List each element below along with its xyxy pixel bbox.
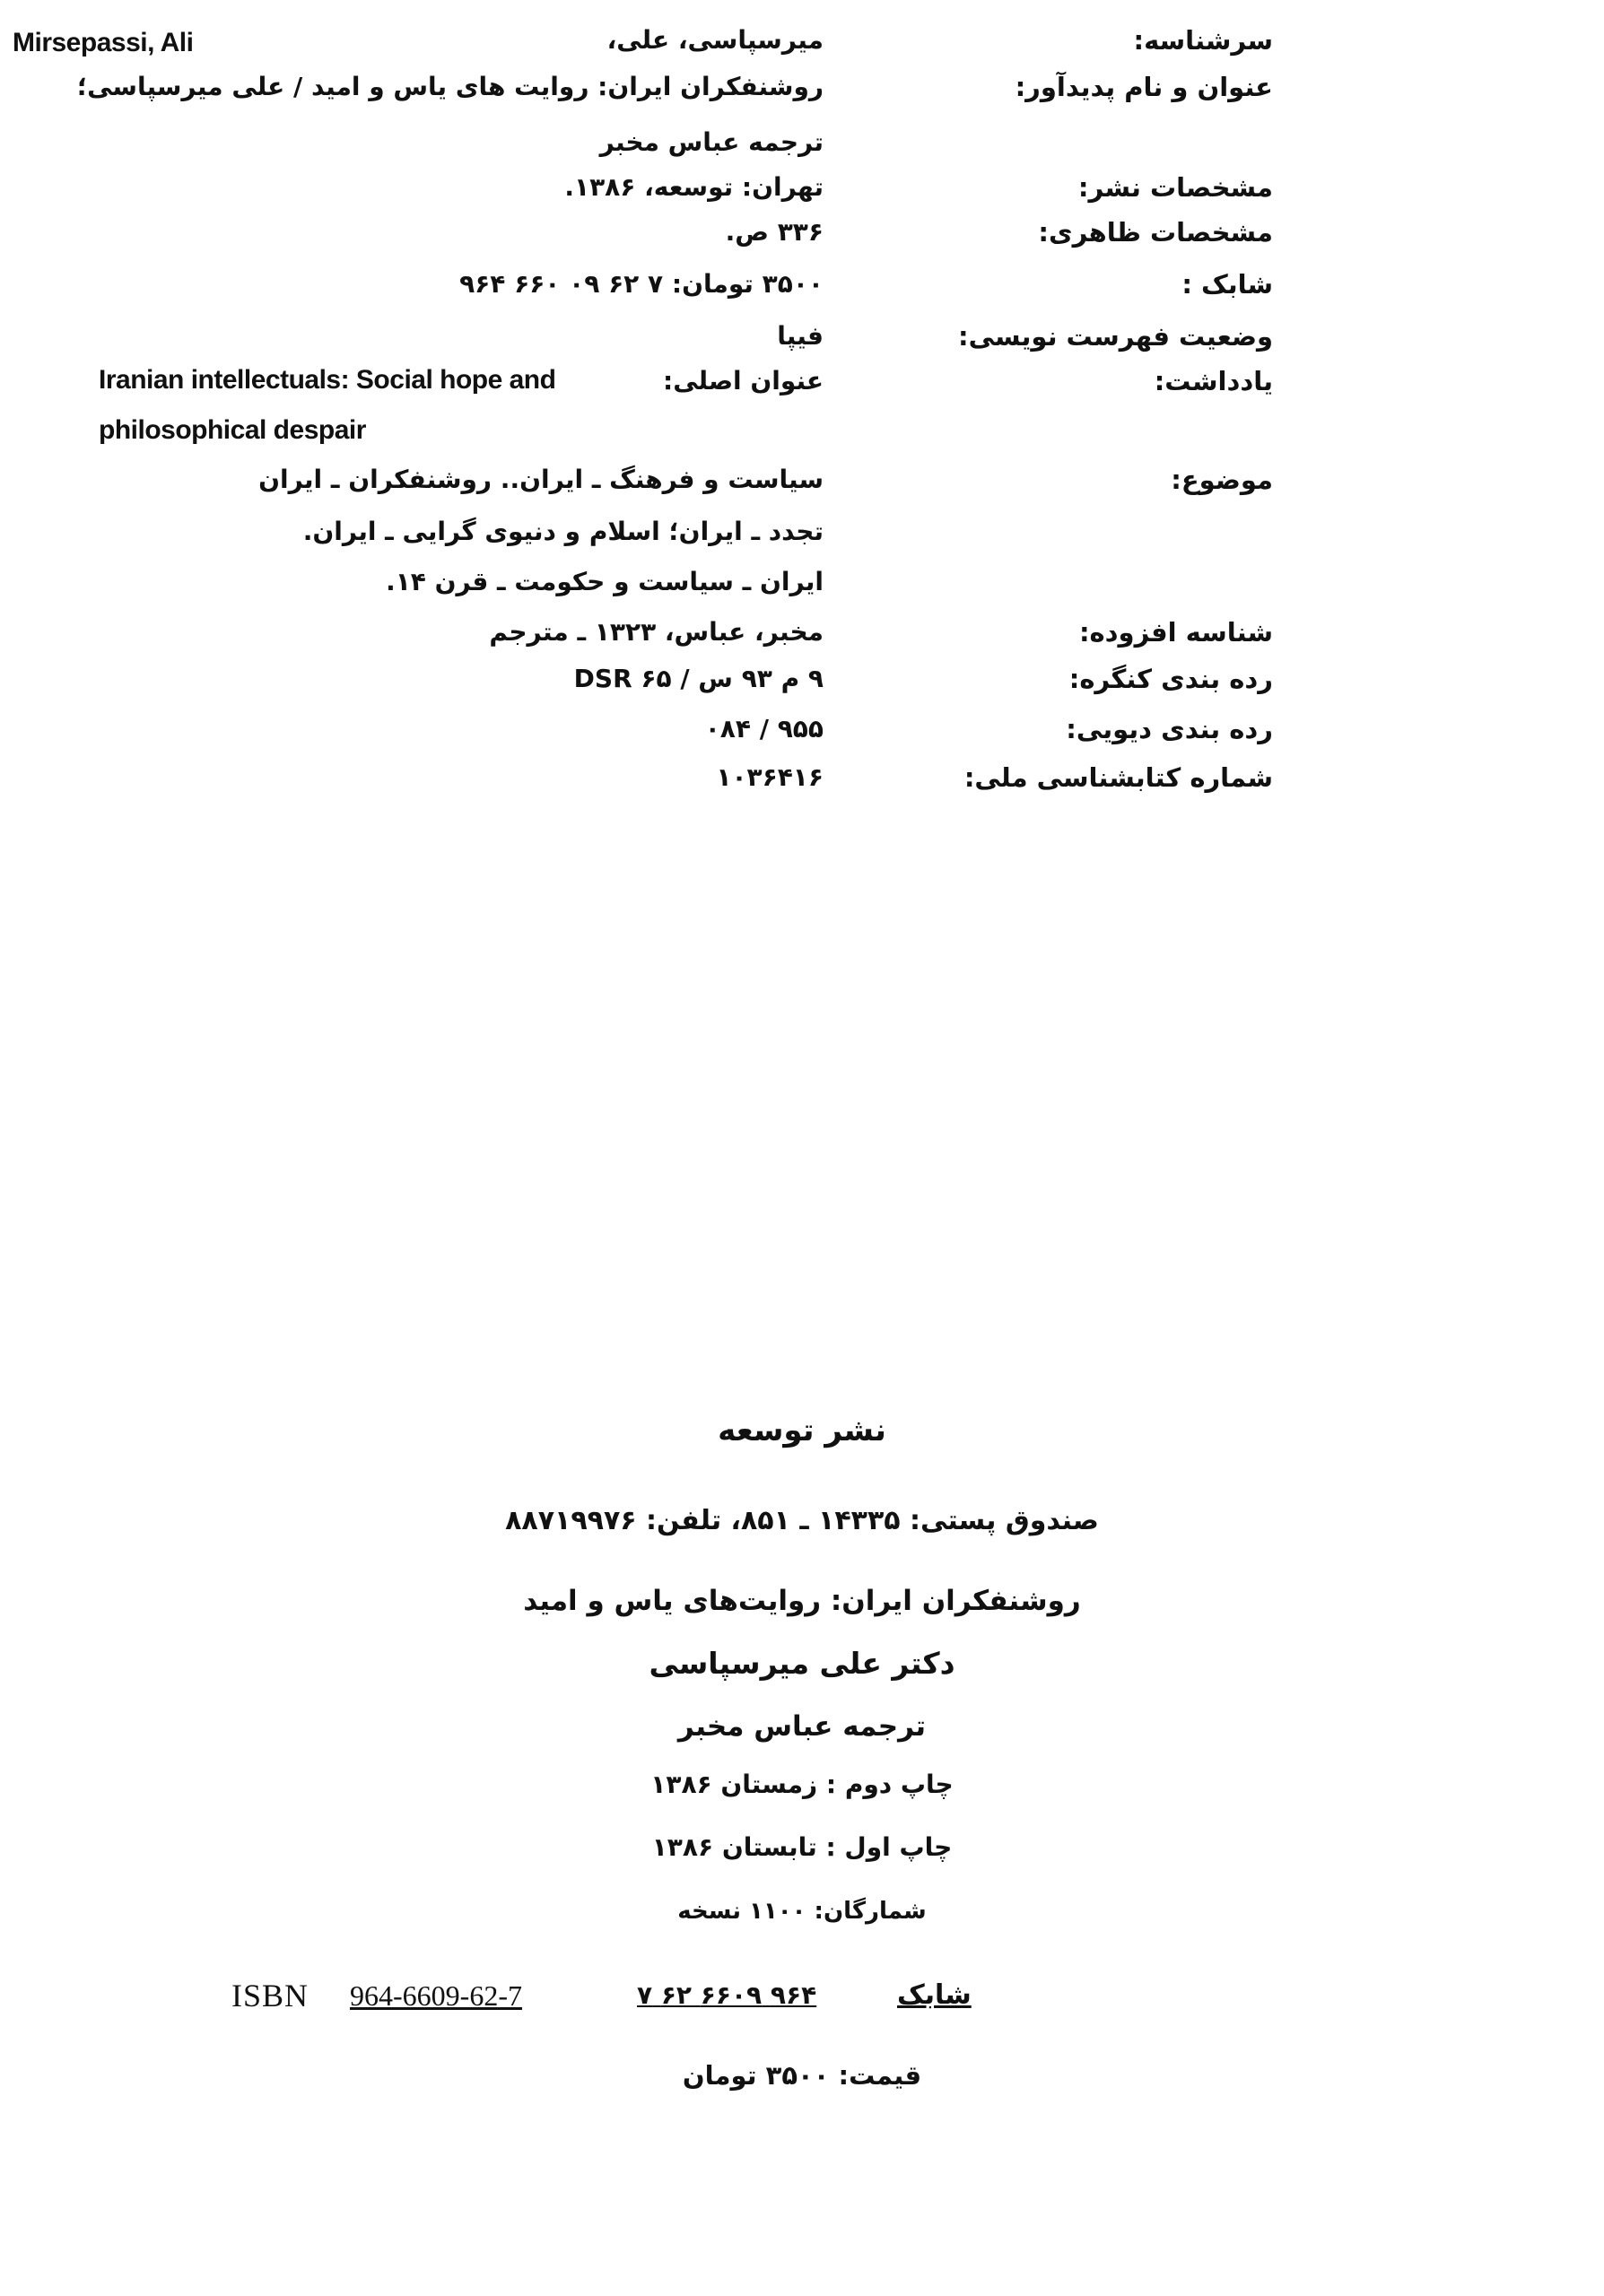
catalog-value-title: روشنفکران ایران: روایت های یاس و امید / علی میرسپاسی؛ [76, 72, 824, 101]
catalog-value-subject-1: سیاست و فرهنگ ـ ایران.. روشنفکران ـ ایران [258, 465, 824, 494]
cataloging-in-publication-block [0, 0, 1604, 807]
isbn-persian-label: شابک [897, 1979, 972, 2011]
catalog-value-status: فیپا [777, 321, 824, 351]
catalog-value-physical: ۳۳۶ ص. [725, 217, 824, 247]
catalog-label-note: یادداشت: [1154, 366, 1273, 396]
second-printing: چاپ دوم : زمستان ۱۳۸۶ [650, 1770, 954, 1799]
book-title: روشنفکران ایران: روایت‌های یاس و امید [523, 1585, 1081, 1617]
catalog-label-ddc: رده بندی دیویی: [1066, 714, 1273, 744]
book-translator: ترجمه عباس مخبر [677, 1710, 927, 1743]
catalog-value-added-entry: مخبر، عباس، ۱۳۲۳ ـ مترجم [489, 617, 824, 647]
catalog-value-subject-3: ایران ـ سیاست و حکومت ـ قرن ۱۴. [386, 567, 824, 596]
catalog-value-publication: تهران: توسعه، ۱۳۸۶. [564, 172, 824, 202]
catalog-label-subject: موضوع: [1171, 465, 1273, 495]
original-title-line-1: Iranian intellectuals: Social hope and [99, 365, 556, 395]
book-author: دکتر علی میرسپاسی [649, 1646, 955, 1681]
catalog-label-heading: سرشناسه: [1133, 25, 1273, 56]
print-run: شمارگان: ۱۱۰۰ نسخه [677, 1898, 927, 1925]
catalog-label-status: وضعیت فهرست نویسی: [958, 321, 1273, 352]
catalog-value-note: عنوان اصلی: [663, 366, 824, 396]
author-latin-name: Mirsepassi, Ali [13, 28, 194, 57]
isbn-line [215, 1973, 1023, 2027]
catalog-label-isbn: شابک : [1181, 269, 1273, 300]
isbn-persian: ۹۶۴ ۶۶۰۹ ۶۲ ۷ [637, 1980, 817, 2010]
catalog-label-lcc: رده بندی کنگره: [1068, 664, 1273, 694]
isbn-latin: 964-6609-62-7 [350, 1979, 522, 2012]
catalog-label-physical: مشخصات ظاهری: [1038, 217, 1273, 248]
catalog-value-national-number: ۱۰۳۶۴۱۶ [716, 762, 824, 792]
catalog-value-isbn: ۳۵۰۰ تومان: ۷ ۶۲ ۰۹ ۶۶۰ ۹۶۴ [459, 269, 824, 299]
catalog-value-lcc: ۹ م ۹۳ س / ۶۵ DSR [573, 664, 824, 693]
catalog-value-subject-2: تجدد ـ ایران؛ اسلام و دنیوی گرایی ـ ایران. [302, 517, 824, 546]
catalog-label-publication: مشخصات نشر: [1077, 172, 1273, 203]
catalog-value-translator: ترجمه عباس مخبر [599, 127, 824, 157]
original-title-line-2: philosophical despair [99, 415, 366, 445]
isbn-label: ISBN [231, 1978, 309, 2013]
catalog-value-ddc: ۹۵۵ / ۰۸۴ [704, 714, 824, 744]
publisher-address: صندوق پستی: ۱۴۳۳۵ ـ ۸۵۱، تلفن: ۸۸۷۱۹۹۷۶ [505, 1505, 1099, 1536]
publisher-name: نشر توسعه [718, 1413, 886, 1448]
catalog-label-national-number: شماره کتابشناسی ملی: [963, 762, 1273, 793]
book-price: قیمت: ۳۵۰۰ تومان [682, 2060, 922, 2091]
catalog-value-heading: میرسپاسی، علی، [606, 25, 824, 55]
catalog-label-added-entry: شناسه افزوده: [1078, 617, 1273, 648]
catalog-label-title: عنوان و نام پدیدآور: [1015, 72, 1273, 102]
first-printing: چاپ اول : تابستان ۱۳۸۶ [651, 1832, 953, 1862]
